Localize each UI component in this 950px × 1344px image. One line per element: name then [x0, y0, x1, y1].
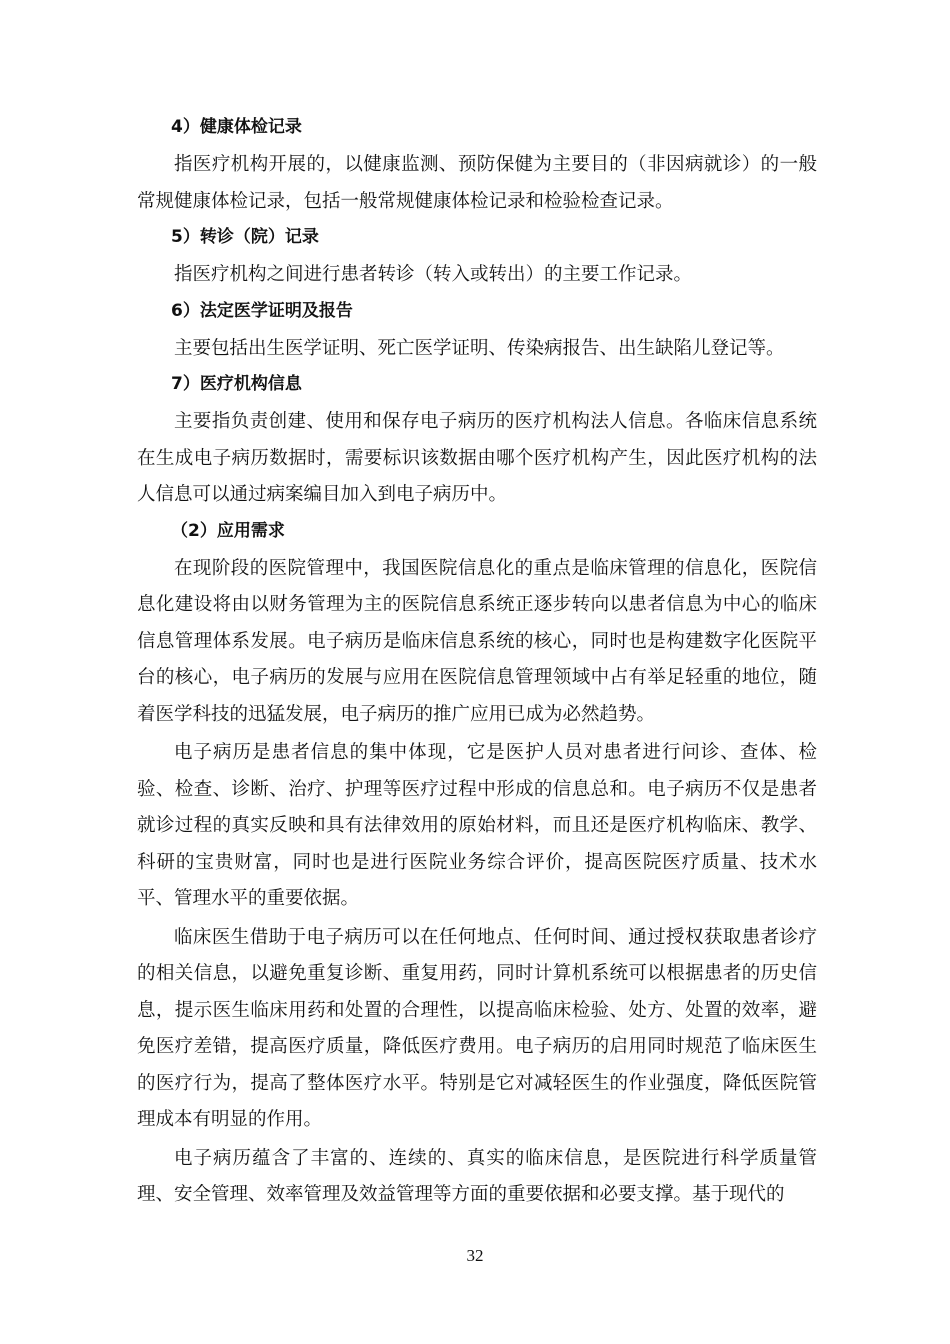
page-number: 32 [466, 1246, 484, 1265]
paragraph-institution-info: 主要指负责创建、使用和保存电子病历的医疗机构法人信息。各临床信息系统在生成电子病历数据时，需要标识该数据由哪个医疗机构产生，因此医疗机构的法人信息可以通过病案编目加入到电子病历中。 [137, 411, 817, 505]
paragraph-application-needs-1: 在现阶段的医院管理中，我国医院信息化的重点是临床管理的信息化，医院信息化建设将由以财务管理为主的医院信息系统正逐步转向以患者信息为中心的临床信息管理体系发展。电子病历是临床信息系统的核心，同时也是构建数字化医院平台的核心，电子病历的发展与应用在医院信息管理领域中占有举足轻重的地位，随着医学科技的迅猛发展，电子病历的推广应用已成为必然趋势。 [137, 557, 817, 725]
section-heading-health-exam: 4）健康体检记录 [171, 117, 302, 137]
section-heading-referral: 5）转诊（院）记录 [171, 227, 319, 247]
paragraph-legal-certificates: 主要包括出生医学证明、死亡医学证明、传染病报告、出生缺陷儿登记等。 [174, 337, 785, 359]
section-heading-application-needs: （2）应用需求 [171, 520, 285, 541]
paragraph-health-exam: 指医疗机构开展的，以健康监测、预防保健为主要目的（非因病就诊）的一般常规健康体检记录，包括一般常规健康体检记录和检验检查记录。 [137, 154, 817, 212]
page-content [137, 112, 817, 1216]
section-heading-legal-certificates: 6）法定医学证明及报告 [171, 300, 353, 321]
section-heading-institution-info: 7）医疗机构信息 [171, 374, 302, 394]
paragraph-referral: 指医疗机构之间进行患者转诊（转入或转出）的主要工作记录。 [174, 264, 693, 285]
paragraph-application-needs-2: 电子病历是患者信息的集中体现，它是医护人员对患者进行问诊、查体、检验、检查、诊断、治疗、护理等医疗过程中形成的信息总和。电子病历不仅是患者就诊过程的真实反映和具有法律效用的原始材料，而且还是医疗机构临床、教学、科研的宝贵财富，同时也是进行医院业务综合评价，提高医院医疗质量、技术水平、管理水平的重要依据。 [137, 742, 817, 909]
paragraph-application-needs-4: 电子病历蕴含了丰富的、连续的、真实的临床信息，是医院进行科学质量管理、安全管理、效率管理及效益管理等方面的重要依据和必要支撑。基于现代的 [137, 1147, 817, 1205]
paragraph-application-needs-3: 临床医生借助于电子病历可以在任何地点、任何时间、通过授权获取患者诊疗的相关信息，以避免重复诊断、重复用药，同时计算机系统可以根据患者的历史信息，提示医生临床用药和处置的合理性，以提高临床检验、处方、处置的效率，避免医疗差错，提高医疗质量，降低医疗费用。电子病历的启用同时规范了临床医生的医疗行为，提高了整体医疗水平。特别是它对减轻医生的作业强度，降低医院管理成本有明显的作用。 [137, 926, 817, 1130]
